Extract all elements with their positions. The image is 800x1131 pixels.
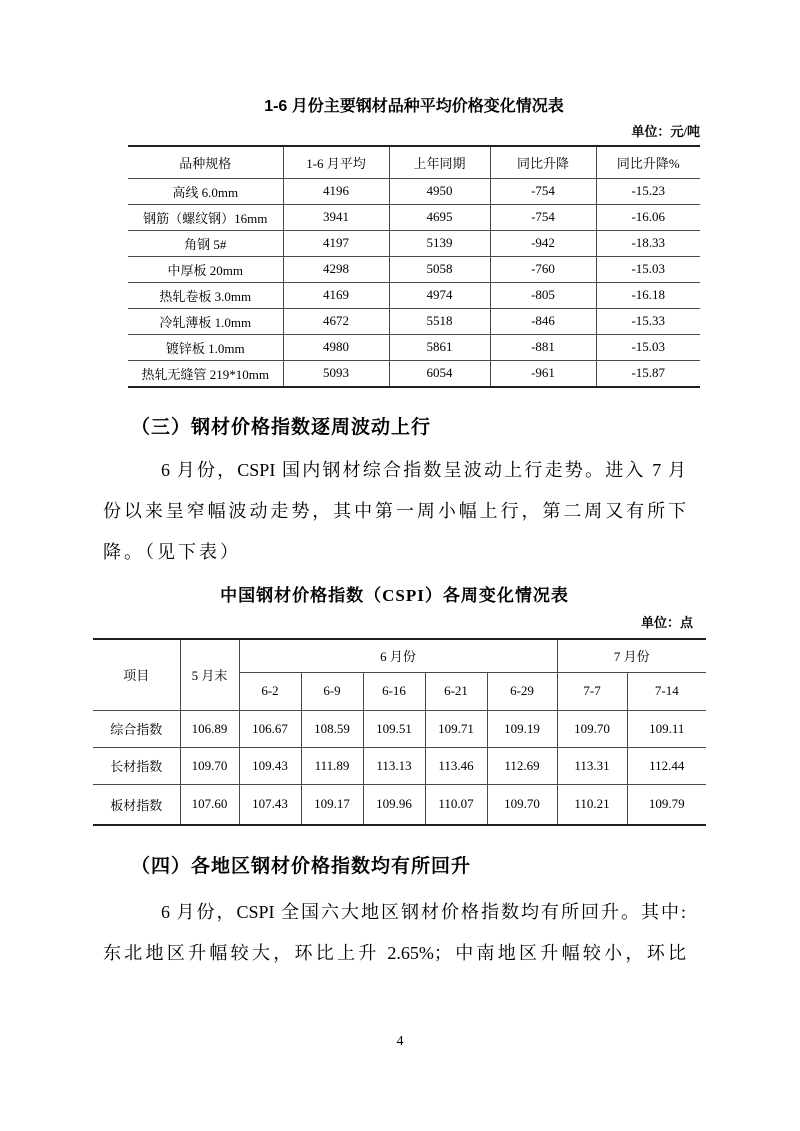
- table2-header-row-months: [93, 640, 706, 672]
- t1-header-cell: 品种规格: [128, 147, 283, 178]
- t1-value-cell: 3941: [283, 204, 389, 230]
- t1-value-cell: -805: [490, 282, 596, 308]
- t1-value-cell: 5093: [283, 360, 389, 386]
- t2-value-cell: 112.69: [487, 747, 557, 784]
- table2: [93, 638, 706, 826]
- t2-value-cell: 109.70: [180, 747, 239, 784]
- t1-value-cell: -846: [490, 308, 596, 334]
- t1-value-cell: -760: [490, 256, 596, 282]
- t1-value-cell: -15.23: [596, 178, 700, 204]
- t1-value-cell: 4950: [389, 178, 490, 204]
- t1-value-cell: 4974: [389, 282, 490, 308]
- table1-row: [128, 308, 700, 334]
- t1-value-cell: 4197: [283, 230, 389, 256]
- t2-value-cell: 107.43: [239, 784, 301, 824]
- t1-value-cell: -15.33: [596, 308, 700, 334]
- t2-header-may: 5 月末: [180, 640, 239, 710]
- t2-value-cell: 109.51: [363, 710, 425, 747]
- t2-header-july: 7 月份: [557, 640, 706, 672]
- t2-value-cell: 110.21: [557, 784, 627, 824]
- paragraph-line: 6 月份，CSPI 国内钢材综合指数呈波动上行走势。进入 7 月: [161, 460, 686, 480]
- t2-week-cell: 6-16: [363, 672, 425, 710]
- table1-row: [128, 282, 700, 308]
- t2-value-cell: 108.59: [301, 710, 363, 747]
- t1-spec-cell: 热轧无缝管 219*10mm: [128, 360, 283, 386]
- t1-value-cell: -754: [490, 178, 596, 204]
- t2-header-item: 项目: [93, 640, 180, 710]
- table1-row: [128, 178, 700, 204]
- t1-value-cell: 4169: [283, 282, 389, 308]
- t1-value-cell: 4695: [389, 204, 490, 230]
- t2-value-cell: 113.46: [425, 747, 487, 784]
- t2-value-cell: 109.43: [239, 747, 301, 784]
- t1-header-cell: 上年同期: [389, 147, 490, 178]
- table1-header-row: [128, 147, 700, 178]
- section3-heading: （三）钢材价格指数逐周波动上行: [131, 417, 432, 438]
- t2-week-cell: 7-7: [557, 672, 627, 710]
- t1-spec-cell: 镀锌板 1.0mm: [128, 334, 283, 360]
- t1-spec-cell: 角钢 5#: [128, 230, 283, 256]
- t2-value-cell: 113.13: [363, 747, 425, 784]
- t1-header-cell: 同比升降%: [596, 147, 700, 178]
- t2-week-cell: 6-9: [301, 672, 363, 710]
- table2-row: [93, 710, 706, 747]
- table1-unit-label: 单位：元/吨: [631, 124, 700, 139]
- section4-heading: （四）各地区钢材价格指数均有所回升: [131, 856, 472, 877]
- t2-week-cell: 6-29: [487, 672, 557, 710]
- t2-week-cell: 7-14: [627, 672, 706, 710]
- table2-title: 中国钢材价格指数（CSPI）各周变化情况表: [220, 586, 569, 605]
- t1-value-cell: 5518: [389, 308, 490, 334]
- t2-value-cell: 112.44: [627, 747, 706, 784]
- t2-value-cell: 109.17: [301, 784, 363, 824]
- t1-value-cell: 5139: [389, 230, 490, 256]
- t1-value-cell: -15.87: [596, 360, 700, 386]
- t2-value-cell: 109.70: [557, 710, 627, 747]
- t1-spec-cell: 热轧卷板 3.0mm: [128, 282, 283, 308]
- table1: [128, 145, 700, 388]
- t1-value-cell: 5058: [389, 256, 490, 282]
- t1-value-cell: -16.06: [596, 204, 700, 230]
- t2-value-cell: 109.19: [487, 710, 557, 747]
- table1-row: [128, 256, 700, 282]
- paragraph-line: 6 月份，CSPI 全国六大地区钢材价格指数均有所回升。其中:: [161, 902, 686, 922]
- t1-value-cell: 4196: [283, 178, 389, 204]
- paragraph-line: 份以来呈窄幅波动走势，其中第一周小幅上行，第二周又有所下: [103, 501, 686, 521]
- t1-value-cell: -942: [490, 230, 596, 256]
- t2-value-cell: 109.79: [627, 784, 706, 824]
- t2-week-cell: 6-2: [239, 672, 301, 710]
- table2-unit-label: 单位：点: [640, 615, 693, 630]
- table1-row: [128, 230, 700, 256]
- t2-value-cell: 106.89: [180, 710, 239, 747]
- t1-spec-cell: 钢筋（螺纹钢）16mm: [128, 204, 283, 230]
- t2-row-label: 综合指数: [93, 710, 180, 747]
- t1-spec-cell: 冷轧薄板 1.0mm: [128, 308, 283, 334]
- t1-value-cell: 4298: [283, 256, 389, 282]
- t2-value-cell: 109.96: [363, 784, 425, 824]
- t2-value-cell: 113.31: [557, 747, 627, 784]
- t2-header-june: 6 月份: [239, 640, 557, 672]
- t1-header-cell: 同比升降: [490, 147, 596, 178]
- t2-value-cell: 106.67: [239, 710, 301, 747]
- t1-spec-cell: 中厚板 20mm: [128, 256, 283, 282]
- t2-row-label: 板材指数: [93, 784, 180, 824]
- table1-title: 1-6 月份主要钢材品种平均价格变化情况表: [264, 98, 564, 115]
- t1-value-cell: -18.33: [596, 230, 700, 256]
- t1-value-cell: -961: [490, 360, 596, 386]
- t2-value-cell: 109.11: [627, 710, 706, 747]
- t1-value-cell: -16.18: [596, 282, 700, 308]
- t1-spec-cell: 高线 6.0mm: [128, 178, 283, 204]
- t2-value-cell: 109.70: [487, 784, 557, 824]
- t2-value-cell: 110.07: [425, 784, 487, 824]
- t2-value-cell: 109.71: [425, 710, 487, 747]
- t2-week-cell: 6-21: [425, 672, 487, 710]
- table2-row: [93, 747, 706, 784]
- t2-value-cell: 111.89: [301, 747, 363, 784]
- table2-row: [93, 784, 706, 824]
- t1-value-cell: -881: [490, 334, 596, 360]
- t1-value-cell: 5861: [389, 334, 490, 360]
- t1-value-cell: -15.03: [596, 256, 700, 282]
- paragraph-line: 东北地区升幅较大，环比上升 2.65%；中南地区升幅较小，环比: [103, 943, 686, 963]
- table1-row: [128, 360, 700, 386]
- t2-value-cell: 107.60: [180, 784, 239, 824]
- t1-value-cell: -15.03: [596, 334, 700, 360]
- t1-header-cell: 1-6 月平均: [283, 147, 389, 178]
- t1-value-cell: 4980: [283, 334, 389, 360]
- t1-value-cell: 6054: [389, 360, 490, 386]
- t1-value-cell: -754: [490, 204, 596, 230]
- page-number: 4: [396, 1034, 404, 1049]
- paragraph-line: 降。（见下表）: [103, 542, 241, 562]
- t2-row-label: 长材指数: [93, 747, 180, 784]
- table1-row: [128, 334, 700, 360]
- table1-row: [128, 204, 700, 230]
- t1-value-cell: 4672: [283, 308, 389, 334]
